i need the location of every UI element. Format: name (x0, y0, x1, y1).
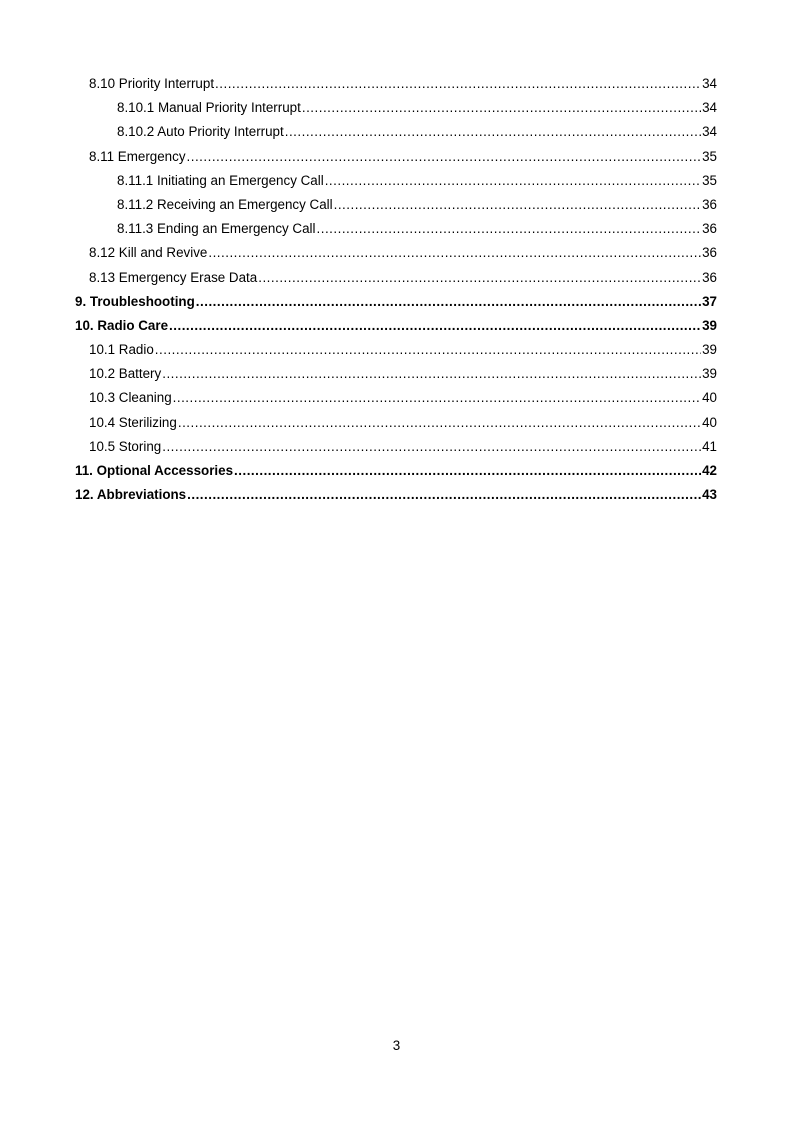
toc-entry-title: 8.10 Priority Interrupt (89, 76, 215, 91)
toc-dot-leader (155, 340, 701, 360)
toc-entry[interactable] (75, 147, 717, 171)
toc-entry-page: 36 (702, 196, 717, 212)
toc-entry-page: 37 (702, 293, 717, 309)
toc-entry[interactable] (75, 268, 717, 292)
toc-entry-page: 34 (702, 100, 717, 116)
toc-entry-page: 43 (702, 487, 717, 503)
toc-entry-page: 36 (702, 221, 717, 237)
toc-entry[interactable] (75, 243, 717, 267)
toc-entry[interactable] (75, 98, 717, 122)
toc-entry-title: 8.12 Kill and Revive (89, 245, 208, 261)
toc-entry-title: 8.11.1 Initiating an Emergency Call (117, 172, 324, 188)
toc-dot-leader (325, 171, 701, 191)
toc-entry-page: 40 (702, 390, 717, 406)
toc-entry-title: 8.10.2 Auto Priority Interrupt (117, 124, 284, 140)
toc-entry[interactable] (75, 388, 717, 412)
toc-dot-leader (317, 219, 702, 239)
toc-entry[interactable] (75, 316, 717, 340)
toc-dot-leader (178, 413, 701, 433)
toc-dot-leader (302, 98, 701, 118)
toc-entry-title: 10.5 Storing (89, 438, 162, 454)
toc-dot-leader (169, 316, 701, 336)
toc-entry-title: 10.3 Cleaning (89, 390, 172, 406)
toc-entry-title: 9. Troubleshooting (75, 293, 195, 309)
toc-entry-title: 8.11.2 Receiving an Emergency Call (117, 196, 333, 212)
toc-entry[interactable] (75, 437, 717, 461)
toc-entry-title: 8.11 Emergency (89, 148, 186, 164)
toc-entry-title: 10.4 Sterilizing (89, 414, 177, 430)
toc-entry[interactable] (75, 364, 717, 388)
toc-entry-title: 11. Optional Accessories (75, 463, 234, 478)
toc-entry-title: 10.1 Radio (89, 342, 154, 358)
toc-dot-leader (173, 388, 701, 408)
toc-dot-leader (187, 485, 701, 505)
toc-entry-page: 35 (702, 172, 717, 188)
toc-entry-page: 41 (702, 438, 717, 454)
page-number: 3 (392, 1038, 401, 1053)
toc-dot-leader (162, 437, 701, 457)
toc-dot-leader (285, 122, 701, 142)
toc-dot-leader (187, 147, 702, 167)
toc-dot-leader (258, 268, 701, 288)
toc-entry-title: 8.10.1 Manual Priority Interrupt (117, 100, 301, 116)
toc-entry-title: 8.13 Emergency Erase Data (89, 269, 258, 285)
toc-dot-leader (196, 292, 701, 312)
toc-entry[interactable] (75, 122, 717, 146)
toc-dot-leader (208, 243, 701, 263)
toc-entry-page: 36 (702, 245, 717, 261)
toc-entry-title: 8.11.3 Ending an Emergency Call (117, 221, 316, 237)
table-of-contents (75, 74, 717, 509)
toc-dot-leader (162, 364, 701, 384)
toc-entry[interactable] (75, 195, 717, 219)
toc-entry-page: 34 (702, 76, 717, 91)
toc-entry-page: 42 (702, 463, 717, 478)
toc-entry[interactable] (75, 340, 717, 364)
toc-entry-page: 36 (702, 269, 717, 285)
toc-entry-page: 34 (702, 124, 717, 140)
toc-dot-leader (215, 74, 701, 94)
toc-dot-leader (334, 195, 701, 215)
toc-dot-leader (234, 461, 701, 481)
toc-entry-page: 39 (702, 342, 717, 358)
toc-entry[interactable] (75, 413, 717, 437)
toc-entry[interactable] (75, 171, 717, 195)
toc-entry[interactable] (75, 292, 717, 316)
toc-entry-page: 35 (702, 148, 717, 164)
toc-entry-page: 39 (702, 317, 717, 333)
toc-entry-page: 40 (702, 414, 717, 430)
toc-entry-page: 39 (702, 366, 717, 382)
toc-entry[interactable] (75, 485, 717, 509)
toc-entry[interactable] (75, 219, 717, 243)
toc-entry-title: 10.2 Battery (89, 366, 162, 382)
toc-entry[interactable] (75, 74, 717, 98)
toc-entry-title: 10. Radio Care (75, 317, 169, 333)
toc-entry[interactable] (75, 461, 717, 485)
toc-entry-title: 12. Abbreviations (75, 487, 187, 503)
